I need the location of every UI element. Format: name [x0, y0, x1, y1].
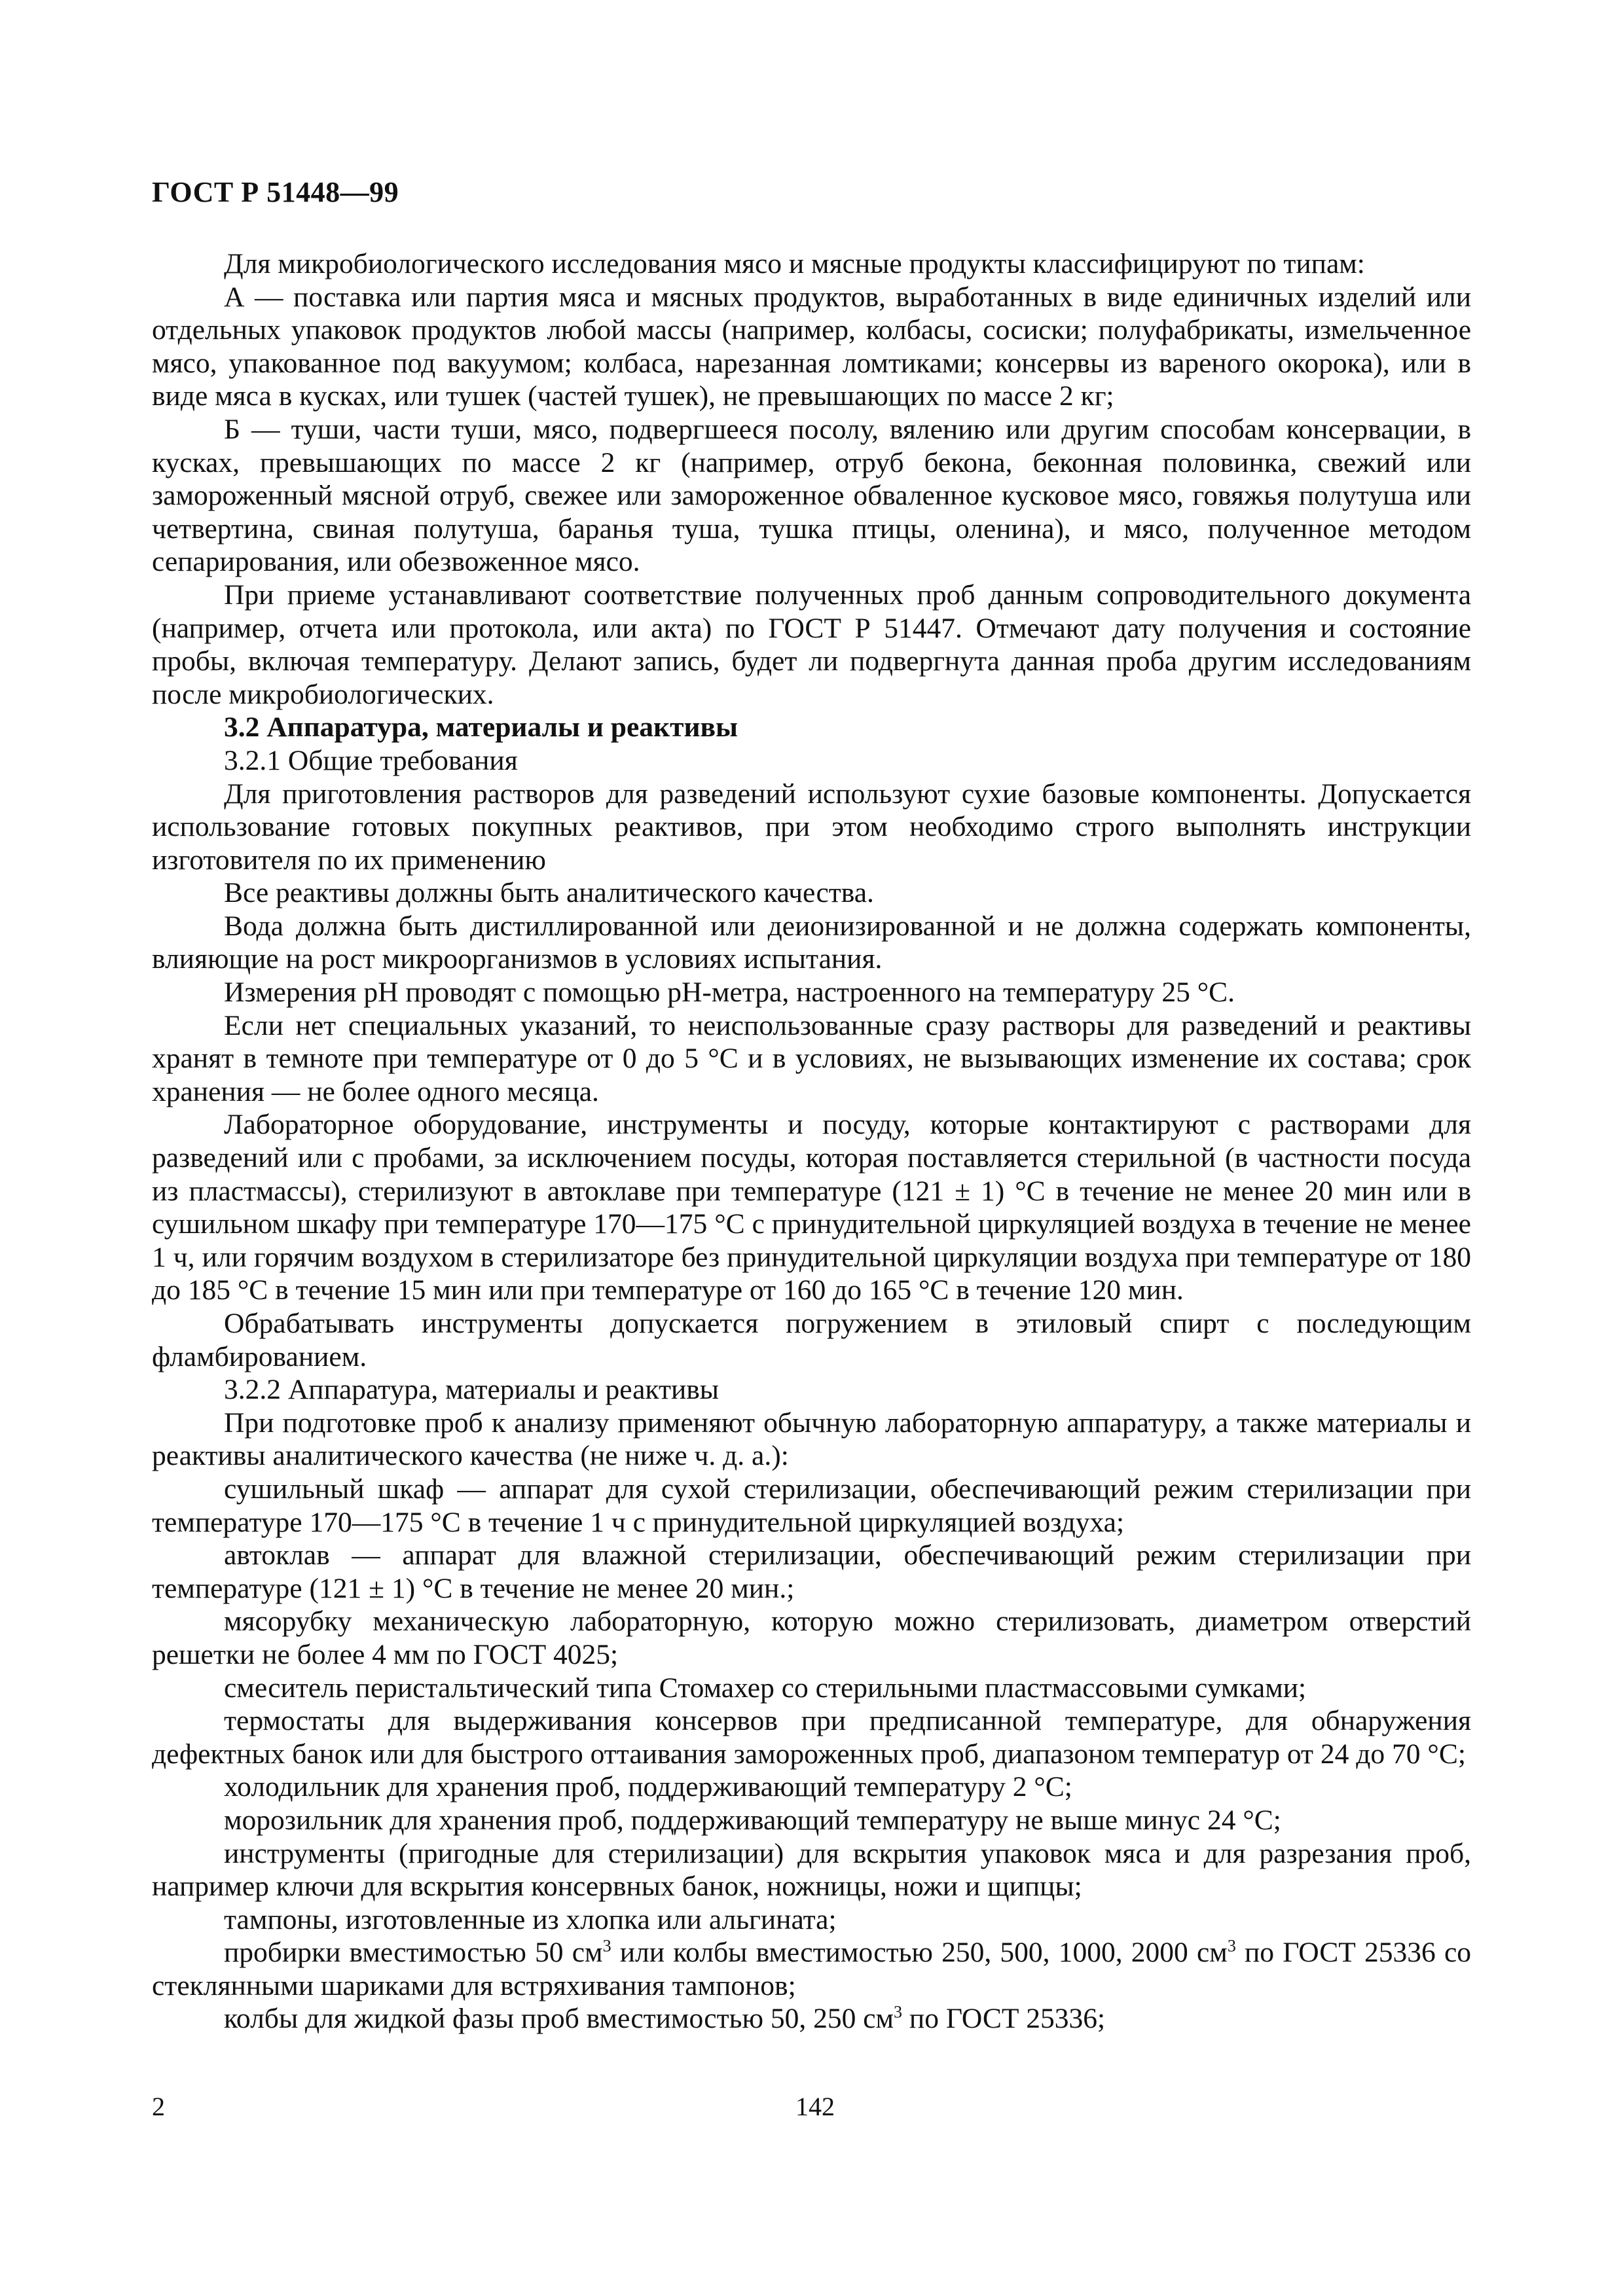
- paragraph: Измерения pH проводят с помощью pH-метра, настроенного на температуру 25 °С.: [224, 977, 1235, 1009]
- text-run: по ГОСТ 25336 со стеклянными шариками для встряхивания тампонов;: [152, 1937, 1472, 2001]
- paragraph: Для приготовления растворов для разведений используют сухие базовые компоненты. Допускается использование готовых покупных реактивов, при этом необходимо строго выполнять инструкции изготовителя по их применению: [152, 778, 1471, 876]
- list-item: мясорубку механическую лабораторную, которую можно стерилизовать, диаметром отверстий решетки не более 4 мм по ГОСТ 4025;: [152, 1605, 1471, 1670]
- paragraph: А — поставка или партия мяса и мясных продуктов, выработанных в виде единичных изделий или отдельных упаковок продуктов любой массы (например, колбасы, сосиски; полуфабрикаты, измельченное мясо, упакованное под вакуумом; колбаса, нарезанная ломтиками; консервы из вареного окорока), или в виде мяса в кусках, или тушек (частей тушек), не превышающих по массе 2 кг;: [152, 281, 1471, 412]
- list-item: морозильник для хранения проб, поддерживающий температуру не выше минус 24 °С;: [224, 1804, 1281, 1836]
- document-header: ГОСТ Р 51448—99: [152, 176, 399, 208]
- list-item: инструменты (пригодные для стерилизации) для вскрытия упаковок мяса и для разрезания проб, например ключи для вскрытия консервных банок, ножницы, ножи и щипцы;: [152, 1837, 1471, 1903]
- list-item: сушильный шкаф — аппарат для сухой стерилизации, обеспечивающий режим стерилизации при температуре 170—175 °С в течение 1 ч с принудительной циркуляцией воздуха;: [152, 1473, 1471, 1538]
- page-number: 2: [152, 2092, 165, 2121]
- list-item-flasks: [152, 2002, 1471, 2036]
- document-body: [152, 247, 1471, 2036]
- superscript: 3: [894, 2002, 903, 2022]
- list-item: термостаты для выдерживания консервов при предписанной температуре, для обнаружения дефектных банок или для быстрого оттаивания замороженных проб, диапазоном температур от 24 до 70 °С;: [152, 1705, 1471, 1770]
- list-item: холодильник для хранения проб, поддерживающий температуру 2 °С;: [224, 1771, 1072, 1803]
- subsection-heading: 3.2.2 Аппаратура, материалы и реактивы: [224, 1374, 720, 1406]
- text-run: колбы для жидкой фазы проб вместимостью 50, 250 см: [224, 2003, 894, 2035]
- paragraph: Для микробиологического исследования мясо и мясные продукты классифицируют по типам:: [224, 248, 1365, 279]
- list-item: смеситель перистальтический типа Стомахер со стерильными пластмассовыми сумками;: [224, 1672, 1307, 1704]
- paragraph: При подготовке проб к анализу применяют обычную лабораторную аппаратуру, а также материалы и реактивы аналитического качества (не ниже ч. д. а.):: [152, 1407, 1471, 1472]
- paragraph: Вода должна быть дистиллированной или деионизированной и не должна содержать компоненты, влияющие на рост микроорганизмов в условиях испытания.: [152, 910, 1471, 975]
- list-item: автоклав — аппарат для влажной стерилизации, обеспечивающий режим стерилизации при температуре (121 ± 1) °С в течение не менее 20 мин.;: [152, 1539, 1471, 1604]
- list-item: тампоны, изготовленные из хлопка или альгината;: [224, 1903, 837, 1935]
- paragraph: Обрабатывать инструменты допускается погружением в этиловый спирт с последующим фламбированием.: [152, 1308, 1471, 1372]
- subsection-heading: 3.2.1 Общие требования: [224, 744, 518, 776]
- superscript: 3: [602, 1936, 611, 1956]
- text-run: пробирки вместимостью 50 см: [224, 1937, 603, 1969]
- list-item-tubes: [152, 1936, 1471, 2002]
- paragraph: Лабораторное оборудование, инструменты и посуду, которые контактируют с растворами для разведений или с пробами, за исключением посуды, которая поставляется стерильной (в частности посуда из пластмассы), стерилизуют в автоклаве при температуре (121 ± 1) °С в течение не менее 20 мин или в сушильном шкафу при температуре 170—175 °С с принудительной циркуляцией воздуха в течение не менее 1 ч, или горячим воздухом в стерилизаторе без принудительной циркуляции воздуха при температуре от 180 до 185 °С в течение 15 мин или при температуре от 160 до 165 °С в течение 120 мин.: [152, 1109, 1471, 1306]
- superscript: 3: [1227, 1936, 1236, 1956]
- folio-number: 142: [795, 2092, 835, 2121]
- text-run: по ГОСТ 25336;: [902, 2003, 1106, 2035]
- section-heading: 3.2 Аппаратура, материалы и реактивы: [224, 711, 738, 744]
- text-run: или колбы вместимостью 250, 500, 1000, 2000 см: [611, 1937, 1228, 1969]
- paragraph: Б — туши, части туши, мясо, подвергшееся посолу, вялению или другим способам консервации, в кусках, превышающих по массе 2 кг (например, отруб бекона, беконная половинка, свежий или замороженный мясной отруб, свежее или замороженное обваленное кусковое мясо, говяжья полутуша или четвертина, свиная полутуша, баранья туша, тушка птицы, оленина), и мясо, полученное методом сепарирования, или обезвоженное мясо.: [152, 413, 1471, 578]
- paragraph: При приеме устанавливают соответствие полученных проб данным сопроводительного документа (например, отчета или протокола, или акта) по ГОСТ Р 51447. Отмечают дату получения и состояние пробы, включая температуру. Делают запись, будет ли подвергнута данная проба другим исследованиям после микробиологических.: [152, 579, 1471, 710]
- paragraph: Все реактивы должны быть аналитического качества.: [224, 877, 874, 909]
- paragraph: Если нет специальных указаний, то неиспользованные сразу растворы для разведений и реактивы хранят в темноте при температуре от 0 до 5 °С и в условиях, не вызывающих изменение их состава; срок хранения — не более одного месяца.: [152, 1009, 1471, 1107]
